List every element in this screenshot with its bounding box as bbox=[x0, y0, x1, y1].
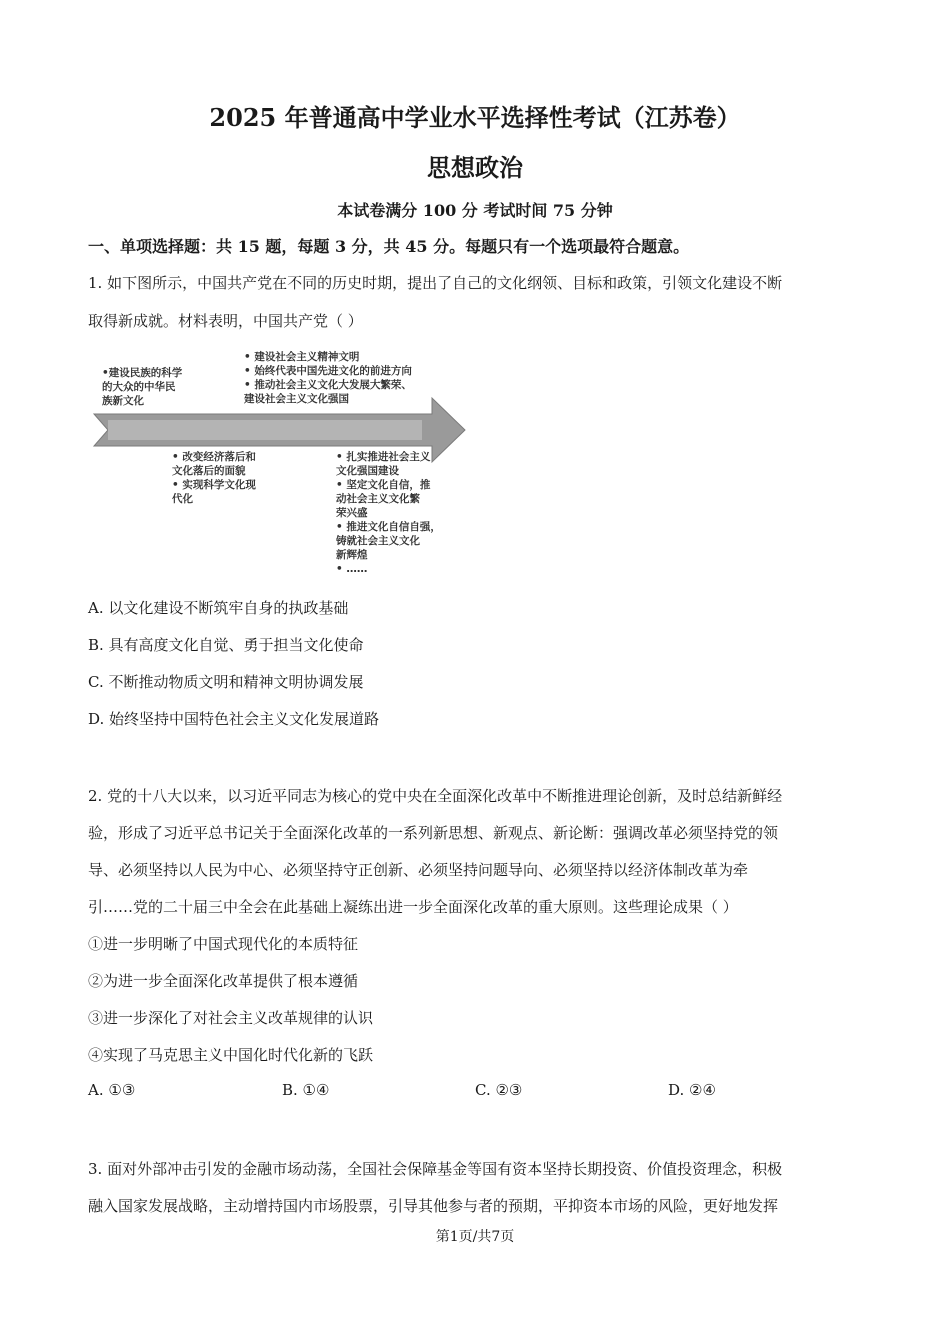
diagram-text-bottom-left bbox=[172, 450, 256, 505]
diagram-line: 铸就社会主义文化 bbox=[336, 535, 420, 547]
q1-option-a: A. 以文化建设不断筑牢自身的执政基础 bbox=[88, 599, 349, 617]
diagram-line: • 推动社会主义文化大发展大繁荣、 bbox=[244, 379, 412, 391]
q3-stem-line: 3. 面对外部冲击引发的金融市场动荡，全国社会保障基金等国有资本坚持长期投资、价值投资理念，积极 bbox=[88, 1160, 783, 1178]
q2-option-a: A. ①③ bbox=[88, 1081, 136, 1099]
arrow-band bbox=[108, 420, 422, 440]
diagram-line: 文化落后的面貌 bbox=[172, 465, 246, 477]
q2-item-1: ①进一步明晰了中国式现代化的本质特征 bbox=[88, 935, 359, 953]
culture-timeline-diagram bbox=[92, 346, 472, 578]
q1-option-b: B. 具有高度文化自觉、勇于担当文化使命 bbox=[88, 636, 364, 654]
q2-stem-line: 导、必须坚持以人民为中心、必须坚持守正创新、必须坚持问题导向、必须坚持以经济体制改革为牵 bbox=[88, 861, 749, 879]
q2-option-b: B. ①④ bbox=[282, 1081, 330, 1099]
diagram-line: 建设社会主义文化强国 bbox=[244, 393, 349, 405]
diagram-line: 文化强国建设 bbox=[336, 465, 399, 477]
q1-stem-line: 1. 如下图所示，中国共产党在不同的历史时期，提出了自己的文化纲领、目标和政策，引领文化建设不断 bbox=[88, 274, 783, 292]
page-number: 第1页/共7页 bbox=[435, 1229, 515, 1245]
q2-stem-line: 2. 党的十八大以来，以习近平同志为核心的党中央在全面深化改革中不断推进理论创新，及时总结新鲜经 bbox=[88, 787, 783, 805]
diagram-text-top-middle bbox=[244, 350, 412, 405]
q1-option-d: D. 始终坚持中国特色社会主义文化发展道路 bbox=[88, 710, 380, 728]
diagram-line: 新辉煌 bbox=[336, 549, 368, 561]
q2-item-2: ②为进一步全面深化改革提供了根本遵循 bbox=[88, 972, 359, 990]
diagram-line: 动社会主义文化繁 bbox=[336, 493, 420, 505]
subject-title: 思想政治 bbox=[427, 153, 523, 182]
diagram-line: 代化 bbox=[172, 493, 193, 505]
diagram-line: 族新文化 bbox=[102, 395, 144, 407]
q2-option-c: C. ②③ bbox=[475, 1081, 523, 1099]
q2-stem-line: 验，形成了习近平总书记关于全面深化改革的一系列新思想、新观点、新论断：强调改革必须坚持党的领 bbox=[88, 824, 779, 842]
diagram-text-top-left bbox=[102, 366, 183, 407]
diagram-line: • 推进文化自信自强， bbox=[336, 521, 441, 533]
q2-stem-line: 引……党的二十届三中全会在此基础上凝练出进一步全面深化改革的重大原则。这些理论成果（ ） bbox=[88, 898, 738, 916]
q2-option-d: D. ②④ bbox=[668, 1081, 716, 1099]
diagram-line: 的大众的中华民 bbox=[102, 381, 176, 393]
diagram-line: • …… bbox=[336, 563, 368, 575]
q3-stem-line: 融入国家发展战略，主动增持国内市场股票，引导其他参与者的预期，平抑资本市场的风险，更好地发挥 bbox=[88, 1197, 779, 1215]
section-heading: 一、单项选择题：共 15 题，每题 3 分，共 45 分。每题只有一个选项最符合题意。 bbox=[88, 237, 690, 256]
exam-info: 本试卷满分 100 分 考试时间 75 分钟 bbox=[337, 201, 613, 220]
q2-item-4: ④实现了马克思主义中国化时代化新的飞跃 bbox=[88, 1046, 374, 1064]
diagram-line: • 始终代表中国先进文化的前进方向 bbox=[244, 365, 412, 377]
diagram-line: • 坚定文化自信，推 bbox=[336, 479, 431, 491]
exam-title: 2025 年普通高中学业水平选择性考试（江苏卷） bbox=[209, 103, 741, 132]
diagram-line: • 建设社会主义精神文明 bbox=[244, 351, 360, 363]
diagram-line: •建设民族的科学 bbox=[102, 367, 183, 379]
diagram-line: 荣兴盛 bbox=[336, 507, 368, 519]
diagram-line: • 扎实推进社会主义 bbox=[336, 451, 431, 463]
diagram-line: • 实现科学文化现 bbox=[172, 479, 256, 491]
diagram-line: • 改变经济落后和 bbox=[172, 451, 256, 463]
q2-item-3: ③进一步深化了对社会主义改革规律的认识 bbox=[88, 1009, 374, 1027]
diagram-text-bottom-right bbox=[335, 450, 441, 575]
q1-option-c: C. 不断推动物质文明和精神文明协调发展 bbox=[88, 673, 364, 691]
q1-stem-line: 取得新成就。材料表明，中国共产党（ ） bbox=[88, 312, 363, 330]
